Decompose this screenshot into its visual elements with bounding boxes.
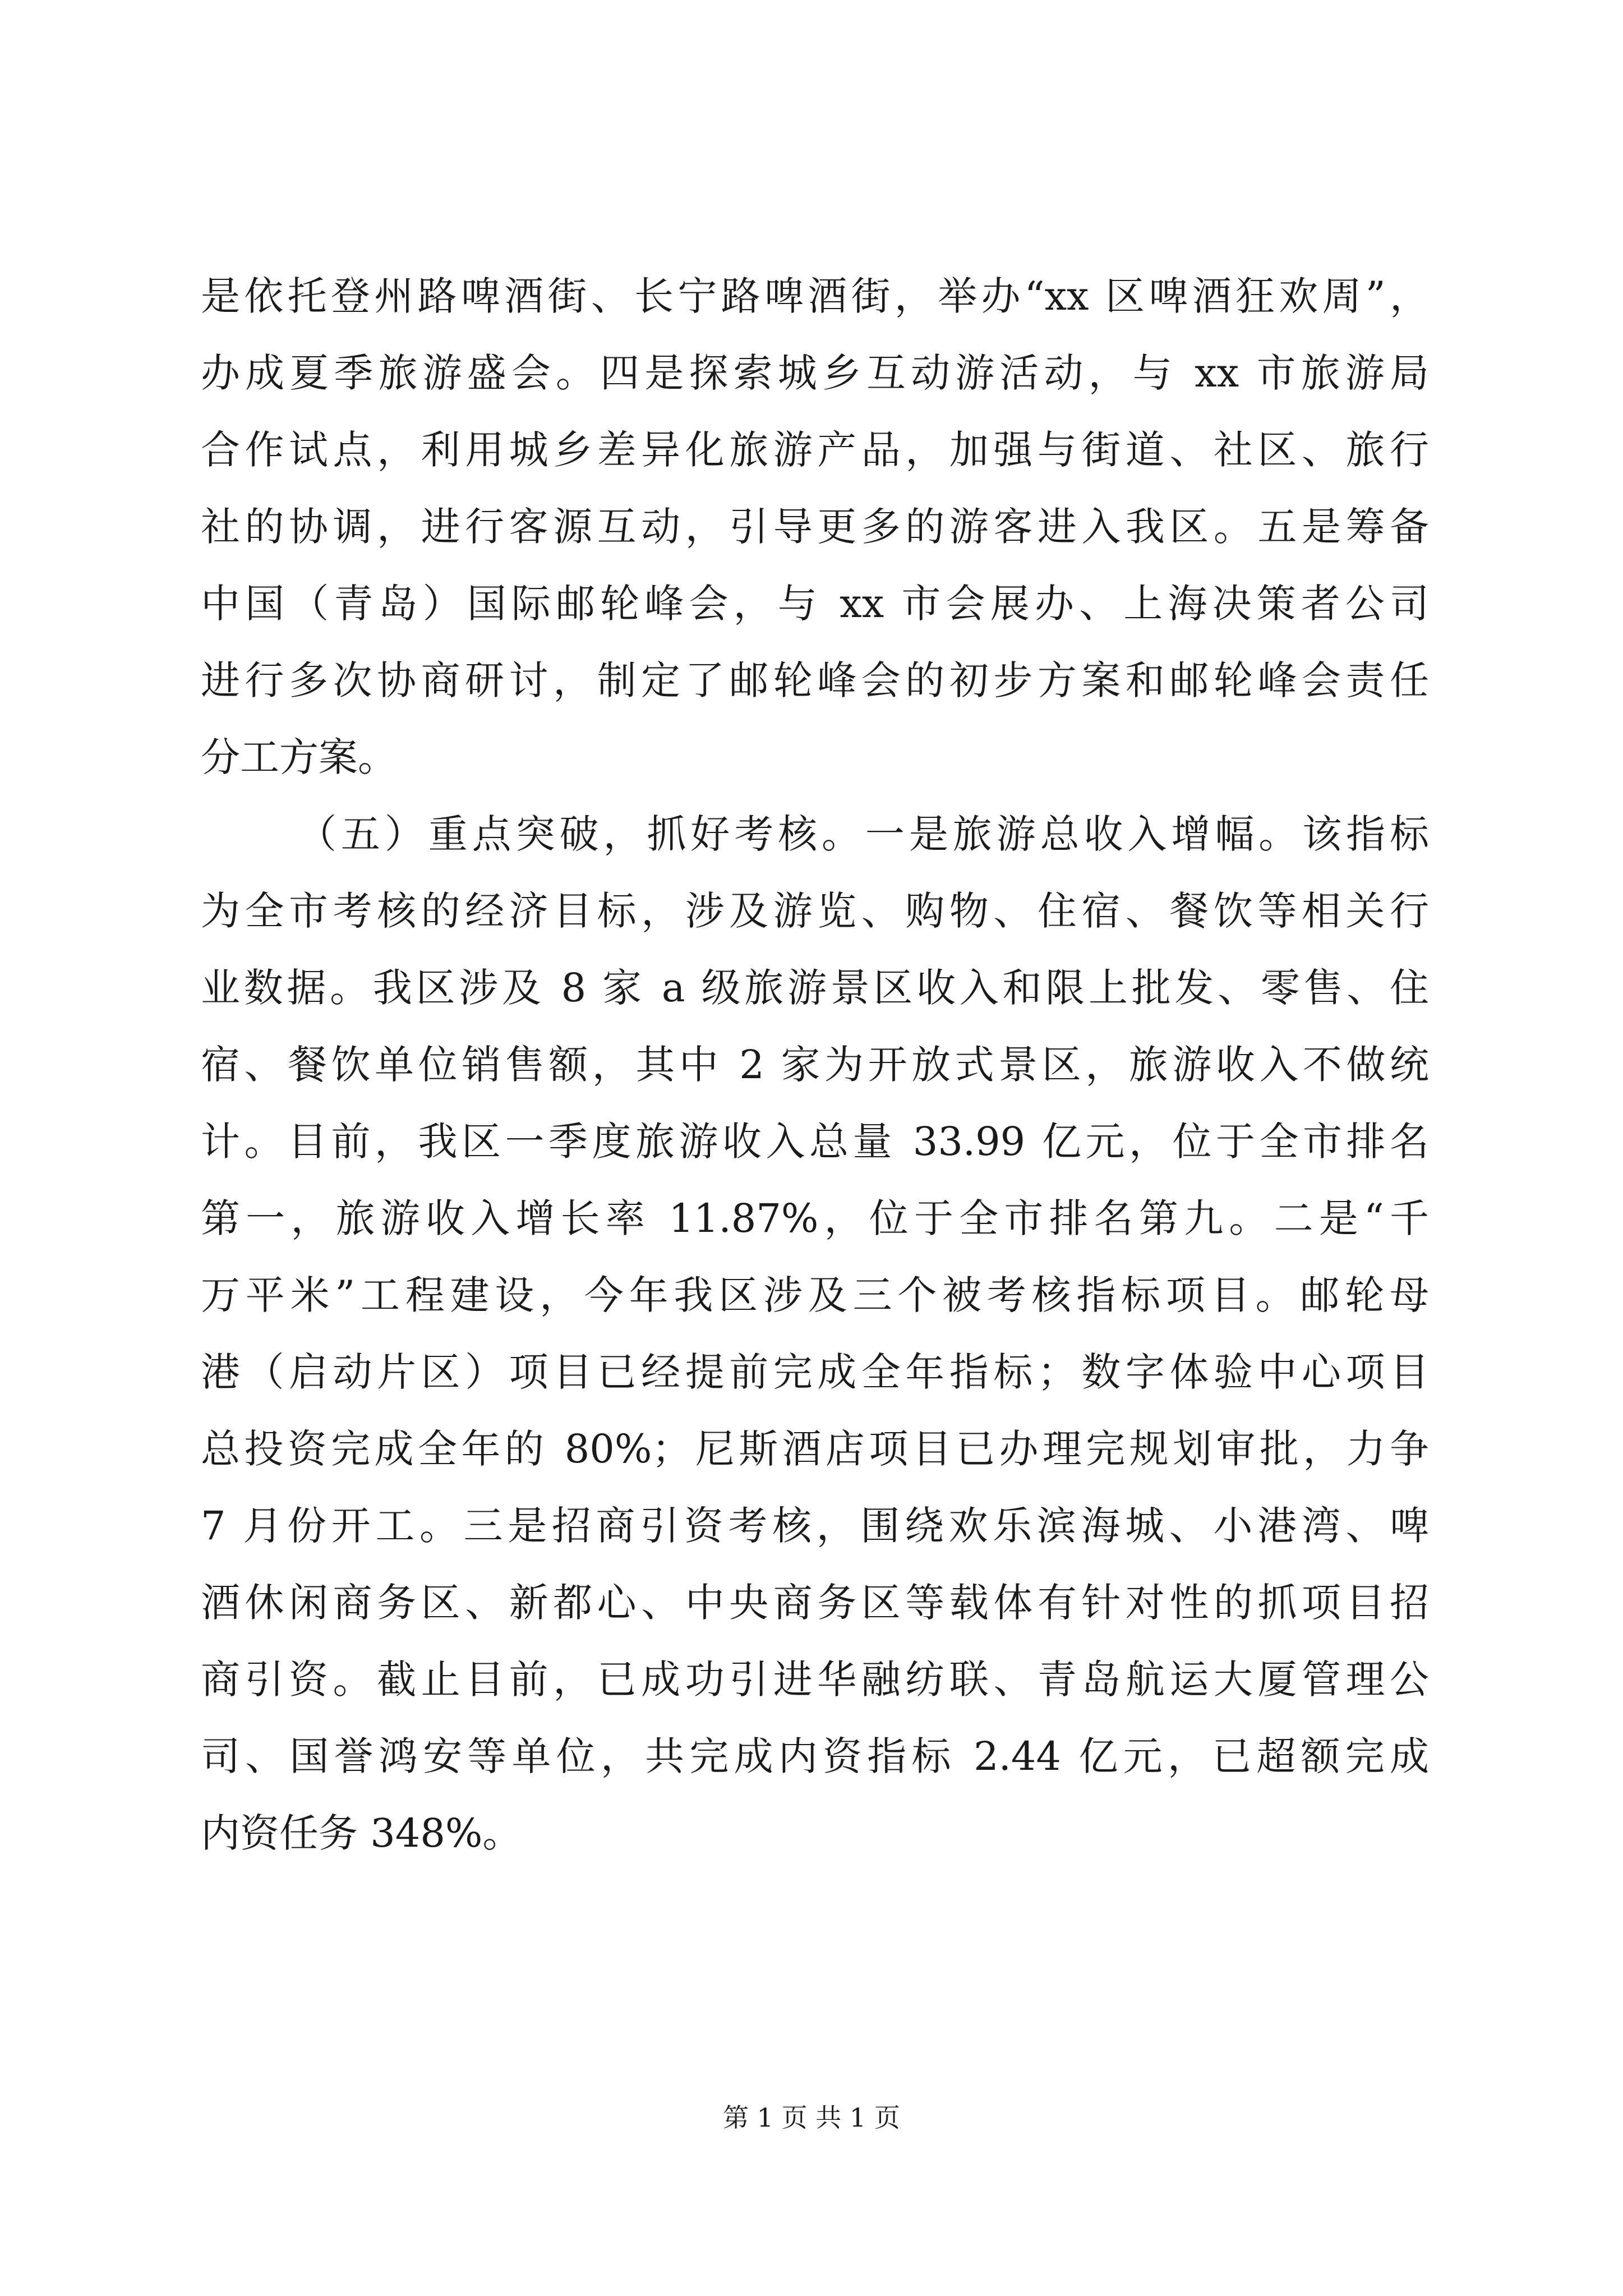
text-line: 港（启动片区）项目已经提前完成全年指标；数字体验中心项目 xyxy=(201,1349,1429,1395)
text-line: 内资任务 348%。 xyxy=(201,1810,522,1856)
text-line: 合作试点，利用城乡差异化旅游产品，加强与街道、社区、旅行 xyxy=(201,427,1429,473)
text-line: （五）重点突破，抓好考核。一是旅游总收入增幅。该指标 xyxy=(297,811,1429,857)
text-line: 酒休闲商务区、新都心、中央商务区等载体有针对性的抓项目招 xyxy=(201,1580,1429,1626)
text-line: 第一，旅游收入增长率 11.87%，位于全市排名第九。二是“千 xyxy=(201,1195,1429,1241)
text-line: 办成夏季旅游盛会。四是探索城乡互动游活动，与 xx 市旅游局 xyxy=(201,350,1429,396)
document-body xyxy=(201,258,1429,1872)
text-line: 7 月份开工。三是招商引资考核，围绕欢乐滨海城、小港湾、啤 xyxy=(201,1503,1429,1549)
text-line: 是依托登州路啤酒街、长宁路啤酒街，举办“xx 区啤酒狂欢周”， xyxy=(201,273,1429,319)
text-line: 社的协调，进行客源互动，引导更多的游客进入我区。五是筹备 xyxy=(201,504,1429,550)
text-line: 总投资完成全年的 80%；尼斯酒店项目已办理完规划审批，力争 xyxy=(201,1426,1429,1472)
text-line: 为全市考核的经济目标，涉及游览、购物、住宿、餐饮等相关行 xyxy=(201,888,1429,934)
text-line: 计。目前，我区一季度旅游收入总量 33.99 亿元，位于全市排名 xyxy=(201,1119,1429,1165)
text-line: 进行多次协商研讨，制定了邮轮峰会的初步方案和邮轮峰会责任 xyxy=(201,657,1429,703)
text-line: 司、国誉鸿安等单位，共完成内资指标 2.44 亿元，已超额完成 xyxy=(201,1733,1429,1779)
text-line: 万平米”工程建设，今年我区涉及三个被考核指标项目。邮轮母 xyxy=(201,1272,1429,1318)
text-line: 业数据。我区涉及 8 家 a 级旅游景区收入和限上批发、零售、住 xyxy=(201,965,1429,1011)
text-line: 宿、餐饮单位销售额，其中 2 家为开放式景区，旅游收入不做统 xyxy=(201,1042,1429,1088)
text-line: 商引资。截止目前，已成功引进华融纺联、青岛航运大厦管理公 xyxy=(201,1657,1429,1703)
text-line: 分工方案。 xyxy=(201,734,397,780)
text-line: 中国（青岛）国际邮轮峰会，与 xx 市会展办、上海决策者公司 xyxy=(201,581,1429,627)
page-footer: 第 1 页 共 1 页 xyxy=(723,2102,900,2133)
